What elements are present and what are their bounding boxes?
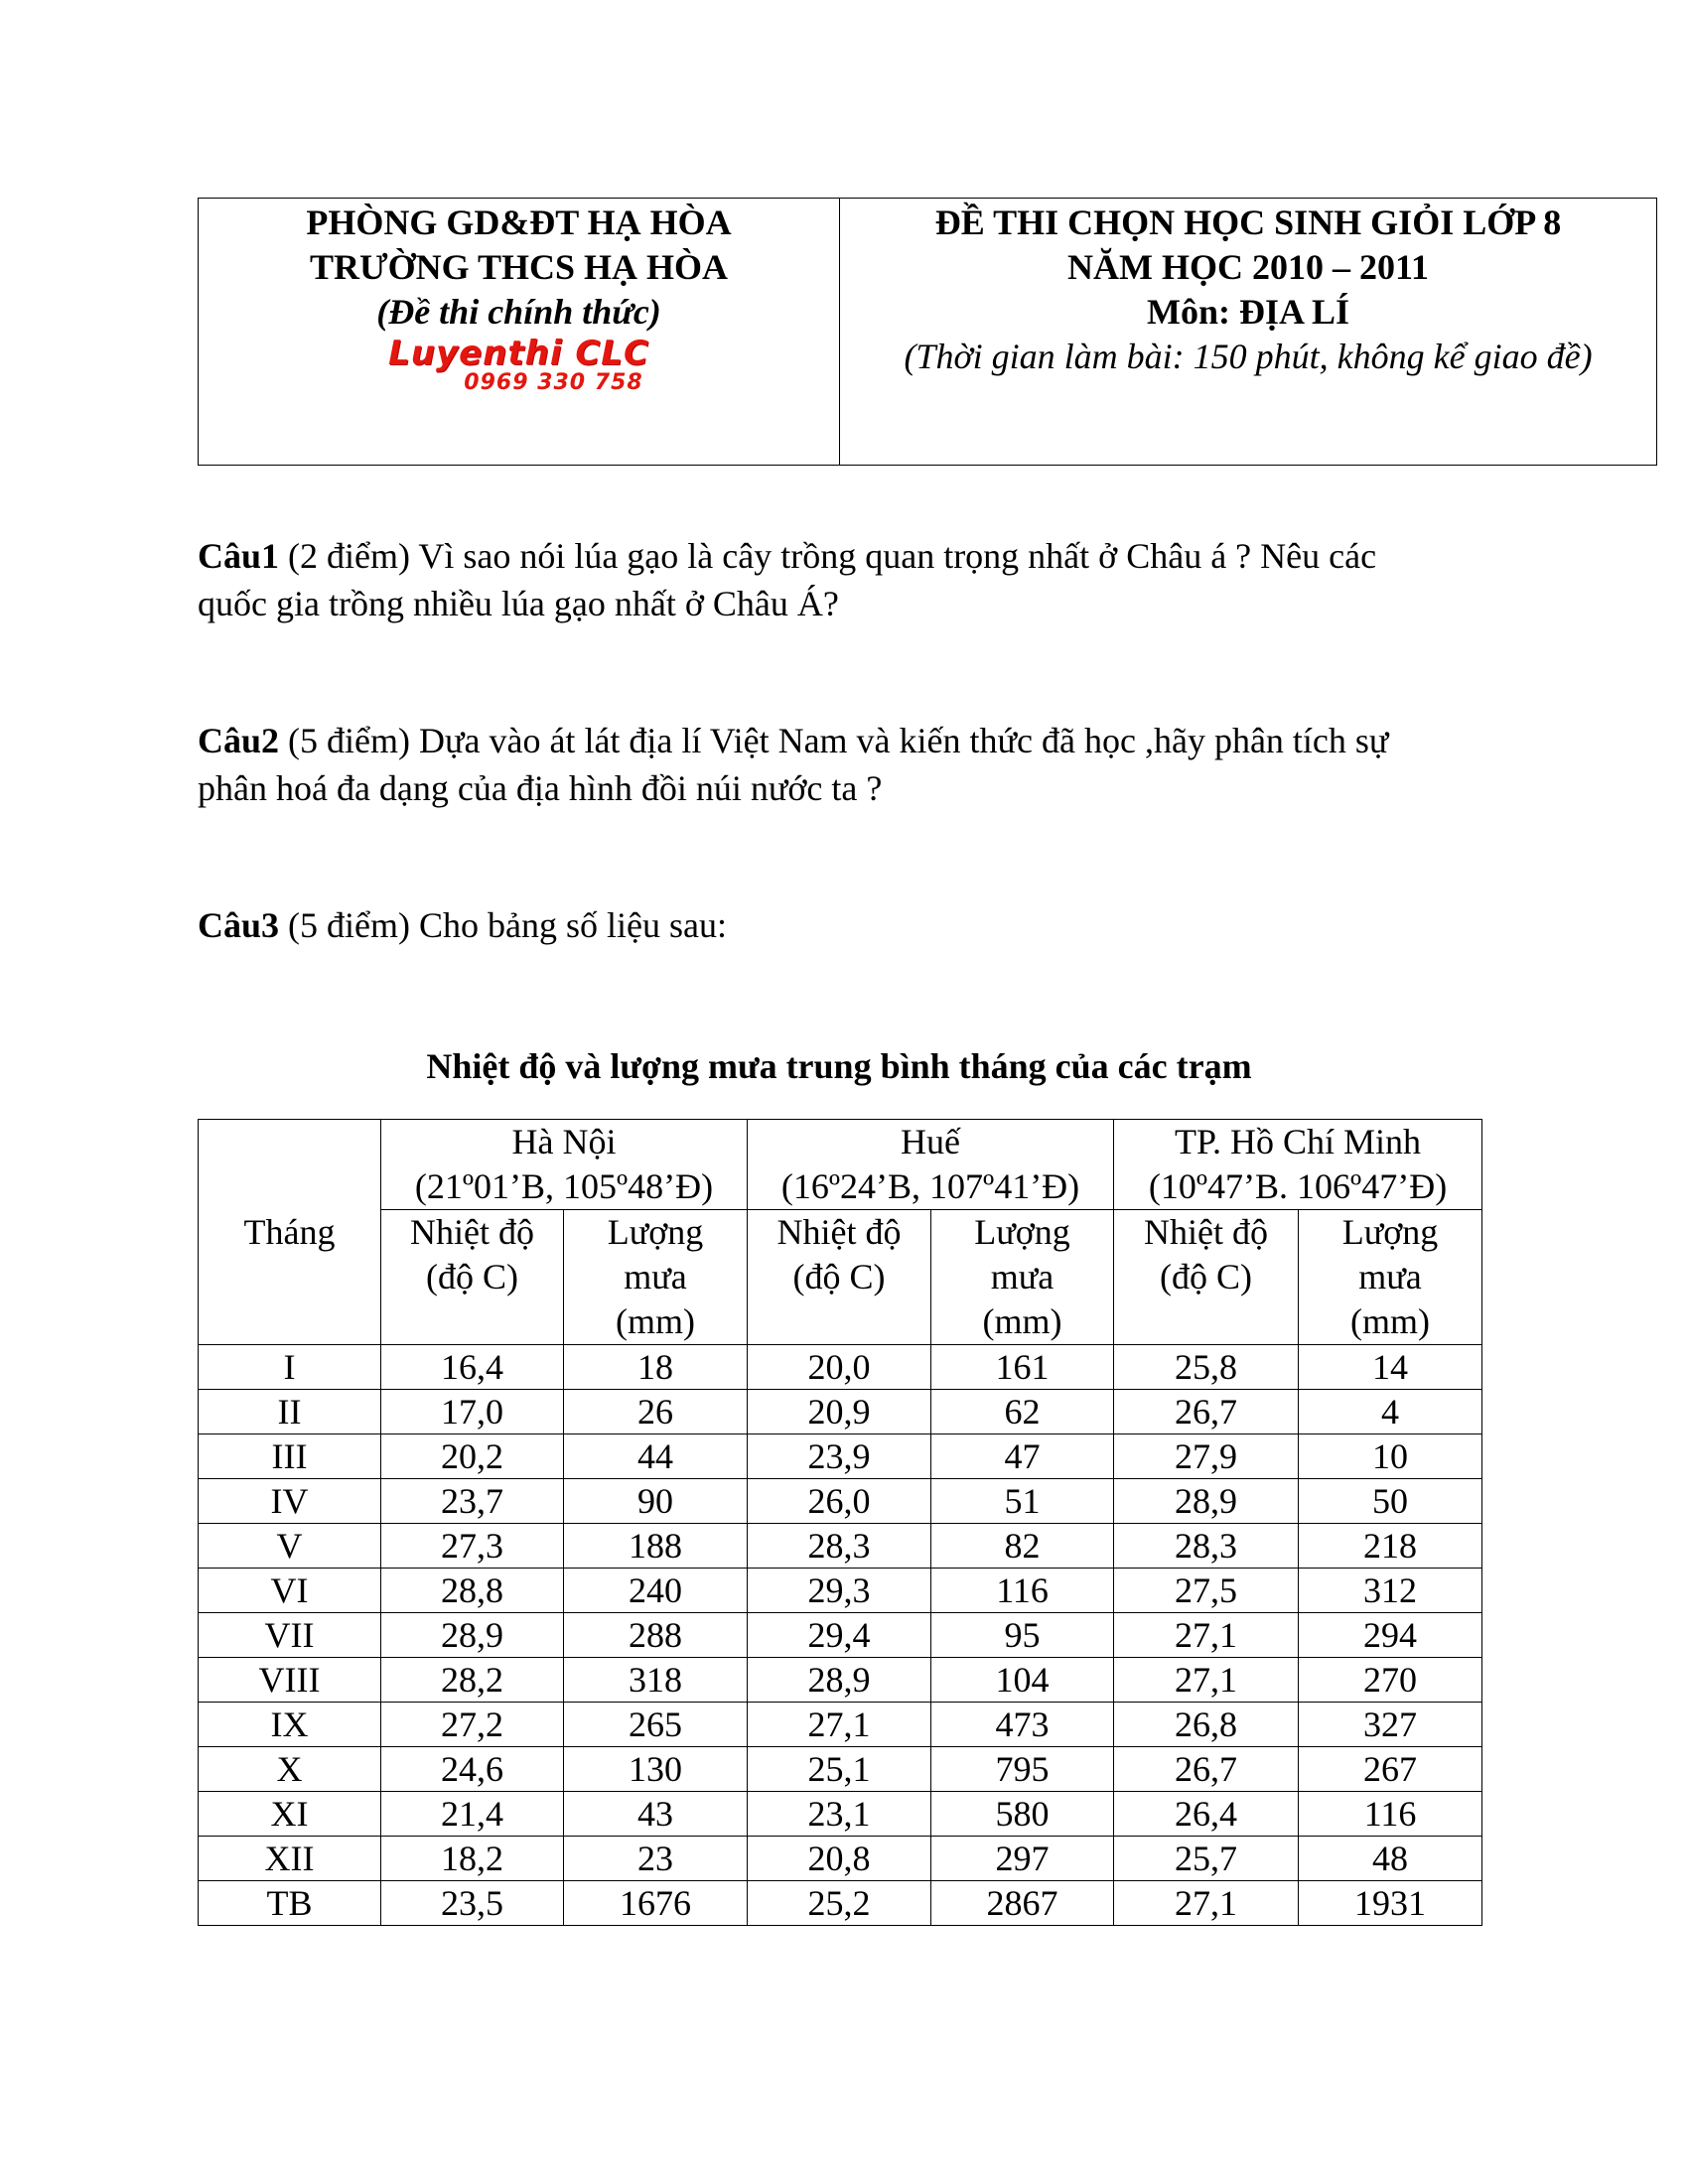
rainfall-cell: 116 — [931, 1569, 1114, 1613]
header-box — [198, 198, 1657, 466]
rainfall-cell: 82 — [931, 1524, 1114, 1569]
question-number: Câu3 — [198, 905, 280, 945]
header-left — [199, 199, 840, 465]
school-name: TRƯỜNG THCS HẠ HÒA — [309, 247, 729, 287]
temperature-cell: 25,8 — [1114, 1345, 1299, 1390]
month-cell: II — [199, 1390, 381, 1434]
rainfall-cell: 62 — [931, 1390, 1114, 1434]
temperature-cell: 28,3 — [1114, 1524, 1299, 1569]
question-text-cont: phân hoá đa dạng của địa hình đồi núi nước ta ? — [198, 768, 883, 808]
rainfall-cell: 48 — [1299, 1837, 1482, 1881]
rainfall-cell: 18 — [564, 1345, 748, 1390]
temperature-cell: 23,7 — [381, 1479, 564, 1524]
rainfall-cell: 44 — [564, 1434, 748, 1479]
rainfall-cell: 47 — [931, 1434, 1114, 1479]
table-row — [199, 1792, 1482, 1837]
station-name: Huế — [901, 1122, 961, 1161]
rainfall-cell: 312 — [1299, 1569, 1482, 1613]
table-row — [199, 1524, 1482, 1569]
temperature-cell: 27,1 — [1114, 1613, 1299, 1658]
rainfall-cell: 240 — [564, 1569, 748, 1613]
table-row — [199, 1613, 1482, 1658]
rainfall-cell: 95 — [931, 1613, 1114, 1658]
temperature-cell: 20,8 — [748, 1837, 931, 1881]
table-row — [199, 1837, 1482, 1881]
rain-header-l3: (mm) — [616, 1301, 695, 1341]
temperature-cell: 29,3 — [748, 1569, 931, 1613]
rain-header-l2: mưa — [990, 1257, 1055, 1297]
rain-header-l2: mưa — [1358, 1257, 1422, 1297]
rainfall-cell: 188 — [564, 1524, 748, 1569]
month-cell: VIII — [199, 1658, 381, 1703]
table-row — [199, 1747, 1482, 1792]
temperature-cell: 23,1 — [748, 1792, 931, 1837]
rainfall-cell: 90 — [564, 1479, 748, 1524]
temperature-cell: 26,4 — [1114, 1792, 1299, 1837]
rainfall-cell: 265 — [564, 1703, 748, 1747]
question-number: Câu2 — [198, 721, 280, 760]
month-cell: VI — [199, 1569, 381, 1613]
temperature-cell: 26,8 — [1114, 1703, 1299, 1747]
rainfall-cell: 473 — [931, 1703, 1114, 1747]
rainfall-cell: 795 — [931, 1747, 1114, 1792]
rain-header-l2: mưa — [624, 1257, 687, 1297]
question-text-cont: quốc gia trồng nhiều lúa gạo nhất ở Châu Á? — [198, 584, 839, 623]
rainfall-cell: 50 — [1299, 1479, 1482, 1524]
climate-table — [198, 1119, 1482, 1926]
rain-header-l3: (mm) — [1350, 1301, 1431, 1341]
department-name: PHÒNG GD&ĐT HẠ HÒA — [306, 203, 732, 242]
rainfall-cell: 218 — [1299, 1524, 1482, 1569]
question-2 — [198, 717, 1488, 812]
temperature-cell: 28,9 — [748, 1658, 931, 1703]
table-row — [199, 1390, 1482, 1434]
table-row — [199, 1345, 1482, 1390]
rainfall-cell: 2867 — [931, 1881, 1114, 1926]
rainfall-cell: 104 — [931, 1658, 1114, 1703]
rain-header — [931, 1210, 1114, 1345]
rainfall-cell: 43 — [564, 1792, 748, 1837]
temperature-cell: 25,2 — [748, 1881, 931, 1926]
rainfall-cell: 288 — [564, 1613, 748, 1658]
rain-header-l1: Lượng — [974, 1212, 1070, 1252]
temperature-cell: 27,5 — [1114, 1569, 1299, 1613]
temperature-cell: 20,2 — [381, 1434, 564, 1479]
temperature-cell: 27,1 — [748, 1703, 931, 1747]
month-cell: I — [199, 1345, 381, 1390]
table-row — [199, 1479, 1482, 1524]
temperature-cell: 23,9 — [748, 1434, 931, 1479]
month-cell: IV — [199, 1479, 381, 1524]
station-coord: (16º24’B, 107º41’Đ) — [780, 1166, 1080, 1206]
rainfall-cell: 1931 — [1299, 1881, 1482, 1926]
table-row — [199, 1569, 1482, 1613]
temperature-cell: 20,0 — [748, 1345, 931, 1390]
temp-header — [381, 1210, 564, 1345]
question-text: (2 điểm) Vì sao nói lúa gạo là cây trồng quan trọng nhất ở Châu á ? Nêu các — [279, 536, 1377, 576]
rainfall-cell: 267 — [1299, 1747, 1482, 1792]
table-row — [199, 1434, 1482, 1479]
temperature-cell: 27,9 — [1114, 1434, 1299, 1479]
rain-header-l3: (mm) — [982, 1301, 1062, 1341]
table-row — [199, 1658, 1482, 1703]
temperature-cell: 28,3 — [748, 1524, 931, 1569]
rainfall-cell: 294 — [1299, 1613, 1482, 1658]
rainfall-cell: 4 — [1299, 1390, 1482, 1434]
table-row — [199, 1703, 1482, 1747]
temperature-cell: 26,7 — [1114, 1390, 1299, 1434]
month-cell: III — [199, 1434, 381, 1479]
temperature-cell: 21,4 — [381, 1792, 564, 1837]
temperature-cell: 28,8 — [381, 1569, 564, 1613]
temperature-cell: 27,1 — [1114, 1658, 1299, 1703]
logo-phone: 0969 330 758 — [464, 370, 643, 395]
month-cell: TB — [199, 1881, 381, 1926]
rain-header-l1: Lượng — [1341, 1212, 1439, 1252]
station-name: Hà Nội — [511, 1122, 617, 1161]
station-header-hue — [748, 1120, 1114, 1210]
rain-header-l1: Lượng — [607, 1212, 704, 1252]
rainfall-cell: 23 — [564, 1837, 748, 1881]
temperature-cell: 28,9 — [381, 1613, 564, 1658]
month-cell: V — [199, 1524, 381, 1569]
rainfall-cell: 14 — [1299, 1345, 1482, 1390]
header-right — [840, 199, 1656, 465]
rainfall-cell: 161 — [931, 1345, 1114, 1390]
rainfall-cell: 580 — [931, 1792, 1114, 1837]
table-title: Nhiệt độ và lượng mưa trung bình tháng của các trạm — [426, 1046, 1252, 1086]
temperature-cell: 17,0 — [381, 1390, 564, 1434]
month-cell: VII — [199, 1613, 381, 1658]
subject: Môn: ĐỊA LÍ — [1146, 292, 1350, 332]
school-year: NĂM HỌC 2010 – 2011 — [1067, 247, 1429, 287]
rainfall-cell: 51 — [931, 1479, 1114, 1524]
rainfall-cell: 318 — [564, 1658, 748, 1703]
rain-header — [564, 1210, 748, 1345]
rainfall-cell: 10 — [1299, 1434, 1482, 1479]
question-text: (5 điểm) Dựa vào át lát địa lí Việt Nam và kiến thức đã học ,hãy phân tích sự — [279, 721, 1389, 760]
rainfall-cell: 130 — [564, 1747, 748, 1792]
temp-header-l2: (độ C) — [426, 1257, 518, 1297]
logo-text: Luyenthi CLC — [388, 334, 649, 373]
temp-header-l1: Nhiệt độ — [410, 1212, 534, 1252]
temp-header-l1: Nhiệt độ — [1144, 1212, 1269, 1252]
rainfall-cell: 297 — [931, 1837, 1114, 1881]
temperature-cell: 16,4 — [381, 1345, 564, 1390]
temp-header — [1114, 1210, 1299, 1345]
month-cell: XI — [199, 1792, 381, 1837]
temperature-cell: 18,2 — [381, 1837, 564, 1881]
temperature-cell: 29,4 — [748, 1613, 931, 1658]
temperature-cell: 25,1 — [748, 1747, 931, 1792]
temperature-cell: 27,3 — [381, 1524, 564, 1569]
temp-header-l2: (độ C) — [1160, 1257, 1253, 1297]
rainfall-cell: 116 — [1299, 1792, 1482, 1837]
station-header-hanoi — [381, 1120, 748, 1210]
rainfall-cell: 327 — [1299, 1703, 1482, 1747]
temperature-cell: 25,7 — [1114, 1837, 1299, 1881]
table-body — [199, 1345, 1482, 1926]
station-coord: (21º01’B, 105º48’Đ) — [414, 1166, 714, 1206]
question-1 — [198, 532, 1488, 627]
temperature-cell: 20,9 — [748, 1390, 931, 1434]
temperature-cell: 28,2 — [381, 1658, 564, 1703]
month-cell: IX — [199, 1703, 381, 1747]
time-limit: (Thời gian làm bài: 150 phút, không kể giao đề) — [904, 337, 1593, 376]
month-header: Tháng — [199, 1120, 381, 1345]
temperature-cell: 24,6 — [381, 1747, 564, 1792]
question-text: (5 điểm) Cho bảng số liệu sau: — [279, 905, 727, 945]
temp-header — [748, 1210, 931, 1345]
month-cell: X — [199, 1747, 381, 1792]
rainfall-cell: 270 — [1299, 1658, 1482, 1703]
temp-header-l1: Nhiệt độ — [776, 1212, 902, 1252]
station-coord: (10º47’B. 106º47’Đ) — [1148, 1166, 1448, 1206]
question-3 — [198, 901, 1488, 949]
exam-title: ĐỀ THI CHỌN HỌC SINH GIỎI LỚP 8 — [934, 203, 1562, 242]
rain-header — [1299, 1210, 1482, 1345]
luyenthi-logo — [360, 335, 678, 398]
temperature-cell: 23,5 — [381, 1881, 564, 1926]
official-exam-label: (Đề thi chính thức) — [376, 292, 661, 332]
rainfall-cell: 1676 — [564, 1881, 748, 1926]
station-name: TP. Hồ Chí Minh — [1175, 1122, 1422, 1161]
temperature-cell: 26,7 — [1114, 1747, 1299, 1792]
temperature-cell: 26,0 — [748, 1479, 931, 1524]
table-row — [199, 1881, 1482, 1926]
temperature-cell: 27,2 — [381, 1703, 564, 1747]
temperature-cell: 27,1 — [1114, 1881, 1299, 1926]
question-number: Câu1 — [198, 536, 280, 576]
temp-header-l2: (độ C) — [792, 1257, 886, 1297]
temperature-cell: 28,9 — [1114, 1479, 1299, 1524]
rainfall-cell: 26 — [564, 1390, 748, 1434]
station-header-hcmc — [1114, 1120, 1482, 1210]
month-cell: XII — [199, 1837, 381, 1881]
